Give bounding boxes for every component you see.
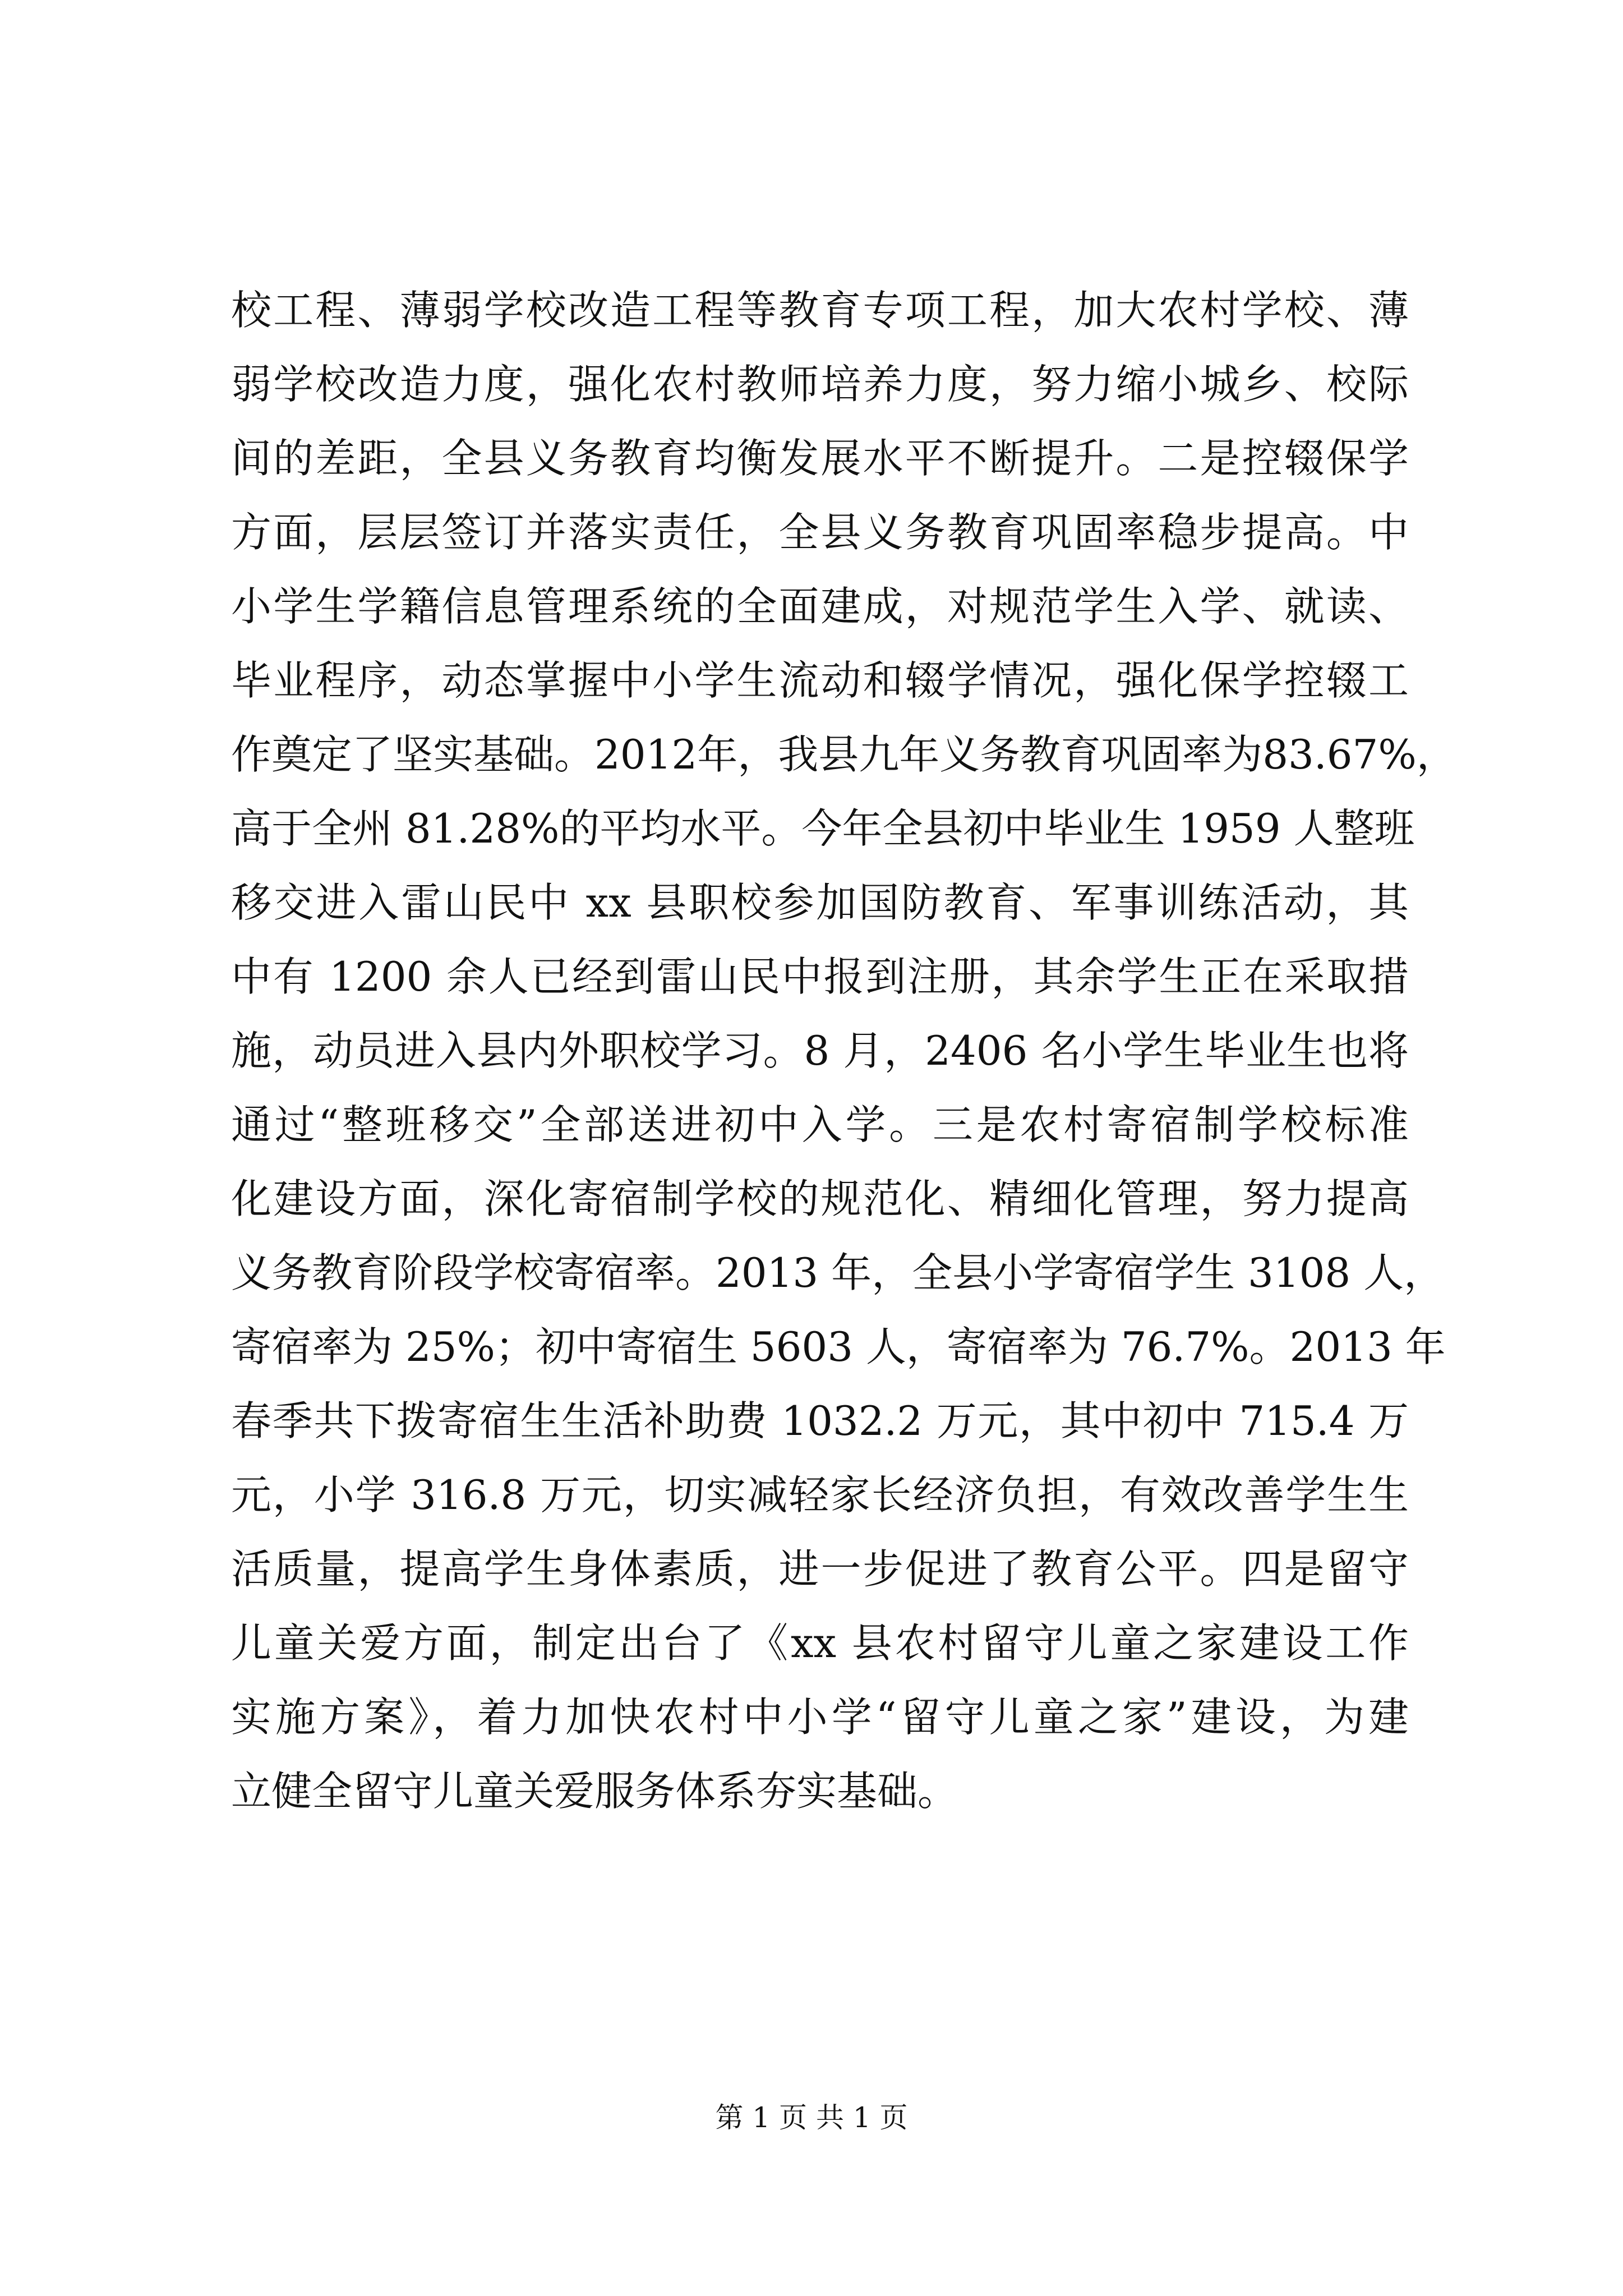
text-line: 小学生学籍信息管理系统的全面建成，对规范学生入学、就读、 — [231, 583, 1409, 630]
text-line: 校工程、薄弱学校改造工程等教育专项工程，加大农村学校、薄 — [231, 287, 1409, 334]
body-paragraph — [231, 273, 1457, 1828]
text-line: 高于全州 81.28%的平均水平。今年全县初中毕业生 1959 人整班 — [231, 805, 1415, 852]
text-line: 弱学校改造力度，强化农村教师培养力度，努力缩小城乡、校际 — [231, 361, 1409, 408]
text-line: 施，动员进入县内外职校学习。8 月，2406 名小学生毕业生也将 — [231, 1027, 1409, 1074]
text-line: 通过“整班移交”全部送进初中入学。三是农村寄宿制学校标准 — [231, 1101, 1409, 1148]
text-line: 义务教育阶段学校寄宿率。2013 年，全县小学寄宿学生 3108 人， — [231, 1249, 1445, 1296]
text-line: 寄宿率为 25%；初中寄宿生 5603 人，寄宿率为 76.7%。2013 年 — [231, 1323, 1446, 1370]
text-line: 间的差距，全县义务教育均衡发展水平不断提升。二是控辍保学 — [231, 435, 1409, 482]
text-line: 移交进入雷山民中 xx 县职校参加国防教育、军事训练活动，其 — [231, 879, 1409, 926]
text-line: 实施方案》，着力加快农村中小学“留守儿童之家”建设，为建 — [231, 1694, 1409, 1741]
text-line: 春季共下拨寄宿生生活补助费 1032.2 万元，其中初中 715.4 万 — [231, 1397, 1409, 1444]
text-line: 毕业程序，动态掌握中小学生流动和辍学情况，强化保学控辍工 — [231, 657, 1409, 704]
text-line: 立健全留守儿童关爱服务体系夯实基础。 — [231, 1768, 958, 1815]
text-line: 方面，层层签订并落实责任，全县义务教育巩固率稳步提高。中 — [231, 509, 1409, 556]
page-footer: 第 1 页 共 1 页 — [715, 2101, 908, 2134]
text-line: 儿童关爱方面，制定出台了《xx 县农村留守儿童之家建设工作 — [231, 1619, 1409, 1667]
text-line: 活质量，提高学生身体素质，进一步促进了教育公平。四是留守 — [231, 1545, 1409, 1593]
text-line: 元，小学 316.8 万元，切实减轻家长经济负担，有效改善学生生 — [231, 1471, 1409, 1519]
text-line: 化建设方面，深化寄宿制学校的规范化、精细化管理，努力提高 — [231, 1175, 1409, 1222]
text-line: 中有 1200 余人已经到雷山民中报到注册，其余学生正在采取措 — [231, 953, 1409, 1000]
text-line: 作奠定了坚实基础。2012年，我县九年义务教育巩固率为83.67%， — [231, 731, 1457, 778]
